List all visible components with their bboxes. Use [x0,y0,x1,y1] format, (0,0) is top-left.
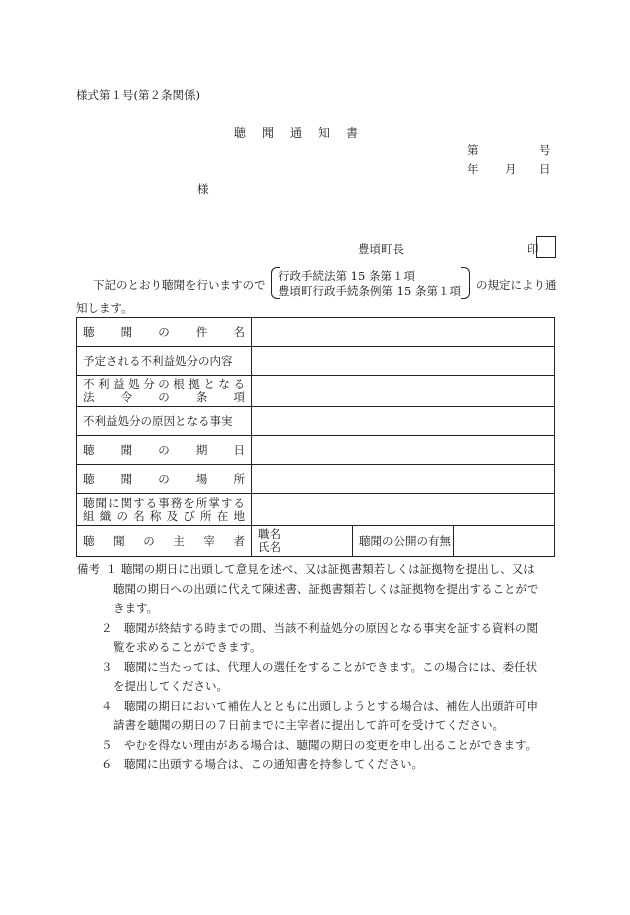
table-row [77,436,555,465]
table-row [77,376,555,407]
notes-label: 備考 [77,562,100,576]
intro-law-1: 行政手続法第 15 条第１項 [278,269,415,283]
note-2-line-1: ２ 聴聞が終結する時までの間、当該不利益処分の原因となる事実を証する資料の閲 [101,620,538,635]
table-row [77,526,555,557]
date-day: 日 [539,162,551,176]
note-1-line-1 [77,560,557,580]
document-title: 聴 聞 通 知 書 [234,126,361,140]
note-2-line-2: 覧を求めることができます。 [113,640,262,654]
presiding-title-name [252,526,353,557]
note-1-text: 聴聞の期日に出頭して意見を述べ、又は証拠書類若しくは証拠物を提出し、又は [120,562,535,576]
right-brace [461,267,470,299]
table-row [77,465,555,494]
note-4-line-1: ４ 聴聞の期日において補佐人とともに出頭しようとする場合は、補佐人出頭許可申 [101,698,538,713]
hearing-info-table [76,317,555,557]
seal-mark: 印 [527,242,539,256]
intro-law-2: 豊頃町行政手続条例第 15 条第１項 [278,284,461,298]
note-1-number: １ [105,562,118,576]
note-3-line-1: ３ 聴聞に当たっては、代理人の選任をすることができます。この場合には、委任状 [101,659,538,674]
label-hearing-date [77,436,252,465]
spread-text: 聴 聞 の 件 名 [83,325,245,339]
intro-after: の規定により通 [476,278,557,292]
label-office [77,494,252,526]
note-1-line-2: 聴聞の期日への出頭に代えて陳述書、証拠書類若しくは証拠物を提出することがで [113,581,539,596]
legal-basis-line2: 法 令 の 条 項 [83,390,245,404]
legal-basis-line1: 不 利 益 処 分 の 根 拠 と な る [83,377,245,391]
label-hearing-subject [77,318,252,347]
doc-number-dai: 第 [467,143,479,157]
label-cause-facts: 不利益処分の原因となる事実 [77,407,252,436]
table-row [77,347,555,376]
value-hearing-subject [252,318,555,347]
label-public-hearing: 聴聞の公開の有無 [353,526,454,557]
label-presiding [77,526,252,557]
addressee-suffix: 様 [197,182,209,196]
value-planned-disposition [252,347,555,376]
intro-before: 下記のとおり聴聞を行いますので [93,278,266,292]
value-hearing-date [252,436,555,465]
office-line1: 聴 聞 に 関 す る 事 務 を 所 掌 す る [83,495,245,510]
form-number: 様式第１号(第２条関係) [76,88,200,102]
spread-text: 聴 聞 の 主 宰 者 [83,534,245,548]
notes-section [77,560,557,775]
intro-continuation: 知します。 [76,301,133,315]
table-row [77,494,555,526]
date-year: 年 [467,162,479,176]
label-planned-disposition: 予定される不利益処分の内容 [77,347,252,376]
value-public-hearing [454,526,555,557]
note-1-line-3: きます。 [113,601,159,615]
presiding-title-label: 職名 [258,527,281,541]
issuer-name: 豊頃町長 [358,242,404,256]
value-office [252,494,555,526]
label-hearing-place [77,465,252,494]
label-legal-basis [77,376,252,407]
date-month: 月 [505,162,517,176]
note-4-line-2: 請書を聴聞の期日の７日前までに主宰者に提出して許可を受けてください。 [113,718,504,732]
table-row [77,407,555,436]
presiding-name-label: 氏名 [258,540,281,554]
table-row [77,318,555,347]
note-3-line-2: を提出してください。 [113,679,228,693]
seal-box [536,236,556,258]
note-6: ６ 聴聞に出頭する場合は、この通知書を持参してください。 [101,757,423,771]
value-cause-facts [252,407,555,436]
office-line2: 組 織 の 名 称 及 び 所 在 地 [83,508,245,523]
value-hearing-place [252,465,555,494]
spread-text: 聴 聞 の 期 日 [83,443,245,457]
note-5: ５ やむを得ない理由がある場合は、聴聞の期日の変更を申し出ることができます。 [101,737,538,752]
doc-number-go: 号 [539,143,551,157]
value-legal-basis [252,376,555,407]
spread-text: 聴 聞 の 場 所 [83,472,245,486]
